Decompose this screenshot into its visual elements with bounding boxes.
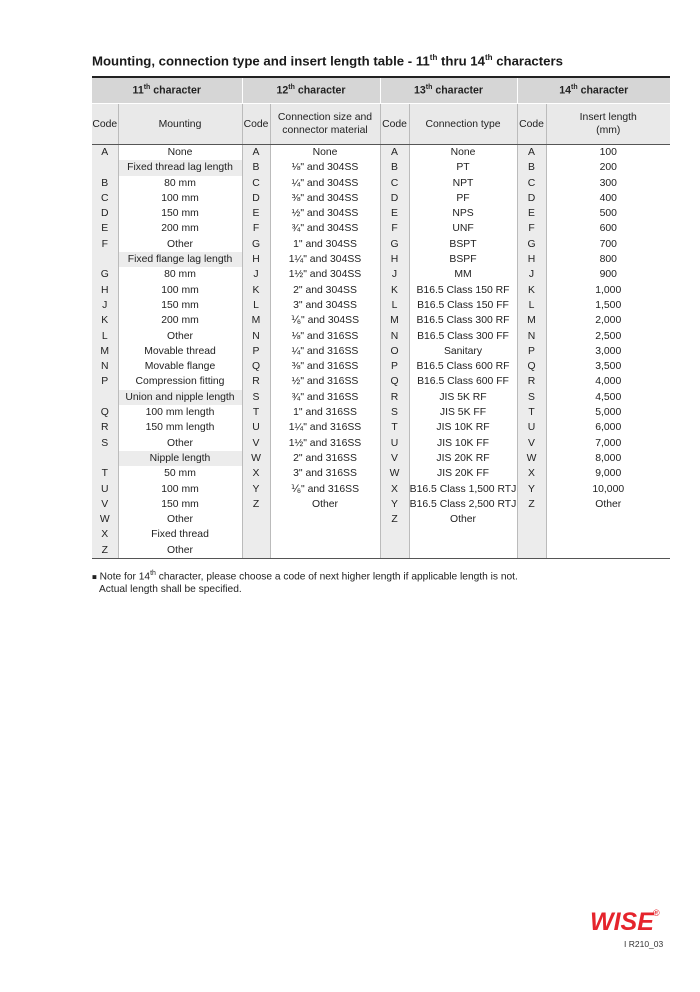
connection-type-cell: JIS 20K FF (409, 466, 517, 481)
table-row (92, 436, 670, 451)
mounting-cell: 100 mm (118, 191, 242, 206)
code-13-cell: J (380, 267, 409, 282)
code-13-cell: R (380, 390, 409, 405)
insert-length-cell: 400 (599, 192, 617, 204)
code-13-cell: A (380, 145, 409, 161)
code-12-cell: C (242, 176, 270, 191)
connection-size-cell: ¼" and 316SS (270, 344, 380, 359)
code-11-cell: Q (92, 405, 118, 420)
code-13-cell: T (380, 420, 409, 435)
table-row (92, 298, 670, 313)
code-12-cell: R (242, 374, 270, 389)
code-11-cell: Z (92, 543, 118, 559)
connection-type-cell: JIS 5K RF (409, 390, 517, 405)
insert-length-cell: 3,000 (595, 345, 622, 357)
code-11-cell: C (92, 191, 118, 206)
connection-size-cell: ⅜" and 316SS (270, 359, 380, 374)
table-row (92, 206, 670, 221)
code-11-cell: B (92, 176, 118, 191)
code-11-cell: D (92, 206, 118, 221)
group-header-row (92, 77, 670, 104)
group-header-14: 14th character (517, 77, 670, 104)
connection-type-cell: B16.5 Class 1,500 RTJ (409, 482, 517, 497)
code-14-cell: J (517, 267, 546, 282)
code-14-cell: A (517, 145, 546, 161)
connection-size-cell: ¼" and 304SS (270, 176, 380, 191)
mounting-cell: 150 mm length (118, 420, 242, 435)
code-14-cell: D (517, 191, 546, 206)
insert-length-cell: 10,000 (592, 483, 625, 495)
code-13-cell: Q (380, 374, 409, 389)
insert-length-cell: 2,500 (595, 330, 622, 342)
mounting-cell: Union and nipple length (118, 390, 242, 405)
insert-length-cell: 500 (599, 208, 617, 220)
insert-length-cell: 5,000 (595, 407, 622, 419)
code-13-cell: B (380, 160, 409, 175)
code-11-cell: T (92, 466, 118, 481)
insert-length-cell: 100 (599, 147, 617, 158)
mounting-cell: Other (118, 512, 242, 527)
code-12-cell: D (242, 191, 270, 206)
connection-type-cell: NPT (409, 176, 517, 191)
code-11-cell (92, 252, 118, 267)
connection-type-cell: JIS 10K FF (409, 436, 517, 451)
mounting-cell: Other (118, 436, 242, 451)
insert-length-cell: 6,000 (595, 422, 622, 434)
code-12-cell (242, 527, 270, 542)
page-number: I R210_03 (624, 939, 664, 949)
code-12-cell (242, 512, 270, 527)
mounting-cell: 150 mm (118, 497, 242, 512)
code-14-cell: Q (517, 359, 546, 374)
code-12-cell: A (242, 145, 270, 161)
connection-type-cell: MM (409, 267, 517, 282)
code-14-cell: K (517, 283, 546, 298)
code-14-cell: H (517, 252, 546, 267)
mounting-cell: Fixed thread lag length (118, 160, 242, 175)
table-row (92, 512, 670, 527)
connection-size-cell: 1¼" and 316SS (270, 420, 380, 435)
code-header-11: Code (92, 104, 118, 145)
connection-size-cell: 1¼" and 304SS (270, 252, 380, 267)
connection-type-cell: B16.5 Class 600 RF (409, 359, 517, 374)
code-13-cell: E (380, 206, 409, 221)
mounting-cell: 100 mm length (118, 405, 242, 420)
code-14-cell: B (517, 160, 546, 175)
mounting-cell: Movable thread (118, 344, 242, 359)
mounting-cell: Other (118, 329, 242, 344)
mounting-cell: Nipple length (118, 451, 242, 466)
code-11-cell (92, 451, 118, 466)
code-11-cell: J (92, 298, 118, 313)
code-12-cell: M (242, 313, 270, 328)
mounting-cell: 200 mm (118, 221, 242, 236)
connection-size-cell: ⅛" and 304SS (270, 160, 380, 175)
registered-mark: ® (653, 908, 660, 918)
connection-size-cell: None (270, 145, 380, 161)
code-12-cell: S (242, 390, 270, 405)
table-row (92, 466, 670, 481)
insert-length-cell: 9,000 (595, 468, 622, 480)
code-11-cell: U (92, 482, 118, 497)
code-13-cell: S (380, 405, 409, 420)
group-header-13: 13th character (380, 77, 517, 104)
insert-length-cell: 4,500 (595, 391, 622, 403)
connection-type-cell: NPS (409, 206, 517, 221)
code-14-cell: T (517, 405, 546, 420)
code-12-cell: U (242, 420, 270, 435)
code-11-cell: X (92, 527, 118, 542)
footnote: ■ Note for 14th character, please choose a code of next higher length if applicable length is not. Actual length shall be specified. (92, 570, 518, 596)
code-13-cell: F (380, 221, 409, 236)
insert-length-cell: 900 (599, 269, 617, 281)
connection-size-cell: 1½" and 304SS (270, 267, 380, 282)
code-12-cell: W (242, 451, 270, 466)
bullet-icon: ■ (92, 572, 97, 582)
table-row (92, 237, 670, 252)
code-12-cell: N (242, 329, 270, 344)
connection-type-cell: JIS 10K RF (409, 420, 517, 435)
code-14-cell: Z (517, 497, 546, 512)
connection-type-cell: Sanitary (409, 344, 517, 359)
code-header-14: Code (517, 104, 546, 145)
wise-logo (590, 906, 660, 934)
connection-type-cell: JIS 20K RF (409, 451, 517, 466)
mounting-cell: Movable flange (118, 359, 242, 374)
insert-length-cell: 300 (599, 177, 617, 189)
code-11-cell: M (92, 344, 118, 359)
code-13-cell: X (380, 482, 409, 497)
table-row (92, 497, 670, 512)
insert-length-cell: 7,000 (595, 437, 622, 449)
code-13-cell: Y (380, 497, 409, 512)
connection-type-cell: BSPT (409, 237, 517, 252)
code-11-cell: W (92, 512, 118, 527)
insert-length-cell: 4,000 (595, 376, 622, 388)
connection-size-cell: ¾" and 316SS (270, 390, 380, 405)
code-11-cell: V (92, 497, 118, 512)
mounting-cell: Compression fitting (118, 374, 242, 389)
code-12-cell: B (242, 160, 270, 175)
connection-type-cell: B16.5 Class 2,500 RTJ (409, 497, 517, 512)
table-row (92, 405, 670, 420)
table-body (92, 145, 670, 559)
insert-length-cell (546, 543, 670, 559)
code-13-cell: N (380, 329, 409, 344)
code-11-cell: G (92, 267, 118, 282)
code-13-cell: V (380, 451, 409, 466)
mounting-cell: None (118, 145, 242, 161)
mounting-cell: 150 mm (118, 298, 242, 313)
connection-type-cell: Other (409, 512, 517, 527)
code-14-cell: G (517, 237, 546, 252)
connection-size-cell: ¾" and 304SS (270, 221, 380, 236)
mounting-cell: Other (118, 543, 242, 559)
code-11-cell: F (92, 237, 118, 252)
code-11-cell (92, 160, 118, 175)
code-14-cell: M (517, 313, 546, 328)
code-header-12: Code (242, 104, 270, 145)
insert-length-cell: 3,500 (595, 361, 622, 373)
insert-length-cell: Other (595, 498, 622, 510)
table-row (92, 267, 670, 282)
code-14-cell: S (517, 390, 546, 405)
mounting-cell: Other (118, 237, 242, 252)
character-code-table (92, 76, 670, 559)
code-12-cell: Z (242, 497, 270, 512)
code-14-cell: R (517, 374, 546, 389)
insert-length-cell: 600 (599, 223, 617, 235)
table-row (92, 344, 670, 359)
insert-length-header: Insert length (mm) (546, 104, 670, 145)
code-11-cell: K (92, 313, 118, 328)
code-12-cell: P (242, 344, 270, 359)
code-12-cell: E (242, 206, 270, 221)
code-header-13: Code (380, 104, 409, 145)
table-row (92, 283, 670, 298)
table-row (92, 313, 670, 328)
code-14-cell: C (517, 176, 546, 191)
code-13-cell: L (380, 298, 409, 313)
code-11-cell: E (92, 221, 118, 236)
code-11-cell: S (92, 436, 118, 451)
connection-size-cell (270, 527, 380, 542)
code-11-cell: A (92, 145, 118, 161)
code-12-cell: Q (242, 359, 270, 374)
code-14-cell: F (517, 221, 546, 236)
code-14-cell: U (517, 420, 546, 435)
connection-type-cell: UNF (409, 221, 517, 236)
connection-size-cell: 3" and 316SS (270, 466, 380, 481)
code-13-cell: G (380, 237, 409, 252)
mounting-cell: 150 mm (118, 206, 242, 221)
code-11-cell: H (92, 283, 118, 298)
connection-size-cell: Other (270, 497, 380, 512)
code-12-cell: T (242, 405, 270, 420)
connection-size-cell: ⅟₆" and 304SS (270, 313, 380, 328)
code-12-cell: H (242, 252, 270, 267)
group-header-12: 12th character (242, 77, 380, 104)
mounting-cell: 100 mm (118, 482, 242, 497)
connection-type-cell (409, 543, 517, 559)
connection-size-cell: 1" and 304SS (270, 237, 380, 252)
mounting-cell: Fixed flange lag length (118, 252, 242, 267)
page-title: Mounting, connection type and insert length table - 11th thru 14th characters (92, 53, 563, 69)
code-14-cell: X (517, 466, 546, 481)
code-13-cell: D (380, 191, 409, 206)
code-13-cell: K (380, 283, 409, 298)
code-11-cell: N (92, 359, 118, 374)
code-12-cell: Y (242, 482, 270, 497)
mounting-cell: 80 mm (118, 176, 242, 191)
logo-text: WISE (590, 908, 654, 934)
code-12-cell: V (242, 436, 270, 451)
connection-size-cell: ½" and 316SS (270, 374, 380, 389)
insert-length-cell: 1,500 (595, 299, 622, 311)
table-row (92, 191, 670, 206)
connection-size-cell: ½" and 304SS (270, 206, 380, 221)
table-row (92, 451, 670, 466)
mounting-cell: 80 mm (118, 267, 242, 282)
connection-size-cell: 1½" and 316SS (270, 436, 380, 451)
table-row (92, 329, 670, 344)
table-row (92, 160, 670, 175)
connection-type-cell: B16.5 Class 300 FF (409, 329, 517, 344)
mounting-cell: 100 mm (118, 283, 242, 298)
column-header-row (92, 104, 670, 145)
connection-type-cell (409, 527, 517, 542)
code-14-cell: P (517, 344, 546, 359)
code-14-cell (517, 527, 546, 542)
code-11-cell: P (92, 374, 118, 389)
code-14-cell (517, 543, 546, 559)
code-14-cell: L (517, 298, 546, 313)
code-12-cell: G (242, 237, 270, 252)
code-12-cell: X (242, 466, 270, 481)
code-14-cell (517, 512, 546, 527)
table-row (92, 390, 670, 405)
code-14-cell: E (517, 206, 546, 221)
connection-size-cell: 2" and 304SS (270, 283, 380, 298)
code-14-cell: Y (517, 482, 546, 497)
insert-length-cell (546, 512, 670, 527)
insert-length-cell: 1,000 (595, 284, 622, 296)
connection-type-cell: B16.5 Class 150 FF (409, 298, 517, 313)
connection-size-header: Connection size and connector material (270, 104, 380, 145)
code-14-cell: W (517, 451, 546, 466)
mounting-cell: 200 mm (118, 313, 242, 328)
group-header-11: 11th character (92, 77, 242, 104)
connection-size-cell: ⅜" and 304SS (270, 191, 380, 206)
mounting-header: Mounting (118, 104, 242, 145)
insert-length-cell: 200 (599, 162, 617, 174)
connection-type-cell: None (409, 145, 517, 161)
connection-size-cell: ⅛" and 316SS (270, 329, 380, 344)
connection-size-cell: 1" and 316SS (270, 405, 380, 420)
mounting-cell: 50 mm (118, 466, 242, 481)
table-row (92, 543, 670, 559)
code-12-cell: L (242, 298, 270, 313)
connection-type-cell: B16.5 Class 600 FF (409, 374, 517, 389)
code-13-cell: H (380, 252, 409, 267)
insert-length-cell (546, 527, 670, 542)
connection-size-cell: 3" and 304SS (270, 298, 380, 313)
connection-type-cell: JIS 5K FF (409, 405, 517, 420)
code-11-cell (92, 390, 118, 405)
connection-type-header: Connection type (409, 104, 517, 145)
connection-size-cell (270, 543, 380, 559)
connection-size-cell: 2" and 316SS (270, 451, 380, 466)
code-13-cell (380, 543, 409, 559)
table-row (92, 482, 670, 497)
code-13-cell (380, 527, 409, 542)
table-row (92, 527, 670, 542)
code-11-cell: R (92, 420, 118, 435)
insert-length-cell: 800 (599, 254, 617, 266)
code-14-cell: N (517, 329, 546, 344)
connection-type-cell: B16.5 Class 300 RF (409, 313, 517, 328)
table-row (92, 420, 670, 435)
insert-length-cell: 700 (599, 238, 617, 250)
table-row (92, 221, 670, 236)
insert-length-cell: 8,000 (595, 452, 622, 464)
code-13-cell: Z (380, 512, 409, 527)
code-12-cell: F (242, 221, 270, 236)
connection-type-cell: B16.5 Class 150 RF (409, 283, 517, 298)
table-row (92, 359, 670, 374)
code-13-cell: W (380, 466, 409, 481)
connection-size-cell (270, 512, 380, 527)
table-row (92, 176, 670, 191)
code-13-cell: O (380, 344, 409, 359)
code-13-cell: M (380, 313, 409, 328)
table-row (92, 252, 670, 267)
connection-type-cell: PT (409, 160, 517, 175)
code-14-cell: V (517, 436, 546, 451)
connection-type-cell: BSPF (409, 252, 517, 267)
code-13-cell: U (380, 436, 409, 451)
code-13-cell: C (380, 176, 409, 191)
connection-type-cell: PF (409, 191, 517, 206)
code-12-cell (242, 543, 270, 559)
table-row (92, 374, 670, 389)
code-13-cell: P (380, 359, 409, 374)
mounting-cell: Fixed thread (118, 527, 242, 542)
insert-length-cell: 2,000 (595, 315, 622, 327)
code-11-cell: L (92, 329, 118, 344)
connection-size-cell: ⅟₆" and 316SS (270, 482, 380, 497)
table-row (92, 145, 670, 161)
code-12-cell: J (242, 267, 270, 282)
code-12-cell: K (242, 283, 270, 298)
